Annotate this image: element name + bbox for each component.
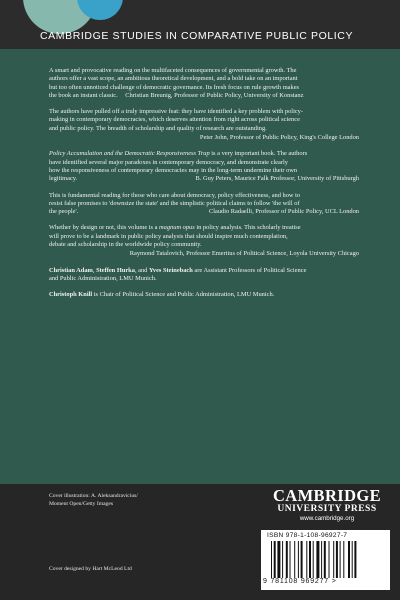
publisher-url: www.cambridge.org bbox=[299, 515, 355, 522]
review-radaelli: This is fundamental reading for those who care about democracy, policy effectiveness, and how to resist false promises to 'downsize the state' and the simplistic political claims to follow 'the will of the people'. Claudio Radaelli, Professor of Public Policy, UCL London bbox=[49, 191, 359, 216]
barcode-bar bbox=[336, 541, 338, 578]
designer-credit: Cover designed by Hart McLeod Ltd bbox=[49, 566, 132, 572]
barcode-bar bbox=[286, 541, 288, 578]
barcode-bar bbox=[282, 541, 283, 578]
publisher-sub: UNIVERSITY PRESS bbox=[277, 504, 377, 514]
book-title: Policy Accumulation and the Democratic Responsiveness Trap bbox=[49, 150, 210, 158]
publisher-name: CAMBRIDGE bbox=[272, 486, 382, 505]
review-attribution: Claudio Radaelli, Professor of Public Policy, UCL London bbox=[208, 208, 359, 216]
barcode-box bbox=[261, 530, 390, 590]
barcode-bar bbox=[321, 541, 322, 578]
barcode-bar bbox=[343, 541, 344, 578]
review-peters: Policy Accumulation and the Democratic Responsiveness Trap is a very important book. The authors have identified several major paradoxes in contemporary democracy, and demonstrate clearly how the responsiveness of contemporary democracies may in the long-term undermine their own legitimacy. B. Guy Peters, Maurice Falk Professor, University of Pittsburgh bbox=[49, 150, 359, 183]
review-attribution: Peter John, Professor of Public Policy, King's College London bbox=[199, 134, 359, 142]
authors-bio: Christian Adam, Steffen Hurka, and Yves Steinebach are Assistant Professors of Political Science and Public Administration, LMU Munich. bbox=[49, 266, 307, 282]
author-name: Yves Steinebach bbox=[148, 266, 193, 274]
barcode-bar bbox=[298, 541, 299, 578]
review-attribution: Christian Breunig, Professor of Public Policy, University of Konstanz bbox=[125, 91, 304, 99]
barcode-bar bbox=[313, 541, 314, 578]
barcode-bar bbox=[309, 541, 311, 578]
barcode-bar bbox=[271, 541, 272, 578]
barcode-bar bbox=[333, 541, 334, 578]
barcode-bar bbox=[354, 541, 356, 578]
author-name: Christoph Knill bbox=[49, 291, 93, 299]
barcode-bar bbox=[277, 541, 280, 578]
barcode-bar bbox=[306, 541, 307, 578]
author-name: Christian Adam bbox=[49, 266, 93, 274]
review-attribution: B. Guy Peters, Maurice Falk Professor, University of Pittsburgh bbox=[195, 175, 359, 183]
barcode-icon bbox=[271, 541, 381, 578]
author-name: Steffen Hurka bbox=[96, 266, 135, 274]
barcode-digits: 9 781108 969277 > bbox=[263, 578, 337, 585]
knill-bio: Christoph Knill is Chair of Political Science and Public Administration, LMU Munich. bbox=[49, 291, 275, 299]
series-title: CAMBRIDGE STUDIES IN COMPARATIVE PUBLIC POLICY bbox=[40, 30, 354, 42]
barcode-bar bbox=[329, 541, 330, 578]
cover-credit: Cover illustration: A. Aleksandravicius/ Moment Open/Getty Images bbox=[49, 493, 138, 507]
review-attribution: Raymond Tatalovich, Professor Emeritus of Political Science, Loyola University Chicago bbox=[129, 250, 359, 258]
isbn-label: ISBN 978-1-108-96927-7 bbox=[267, 532, 348, 539]
barcode-bar bbox=[316, 541, 319, 578]
barcode-bar bbox=[348, 541, 350, 578]
back-cover-text bbox=[49, 67, 359, 308]
barcode-bar bbox=[301, 541, 303, 578]
review-john: The authors have pulled off a truly impressive feat: they have identified a key problem with policy- making in contemporary democracies, which deserves attention from right across political science and public policy. The breadth of scholarship and quality of research are outstanding. Peter John, Professor of Public Policy, King's College London bbox=[49, 108, 359, 142]
barcode-bar bbox=[274, 541, 276, 578]
barcode-bar bbox=[352, 541, 353, 578]
review-tatalovich: Whether by design or not, this volume is a magnum opus in policy analysis. This scholarly treatise will prove to be a landmark in public policy analysis that should inspire much contemplation, debate and scholarship in the worldwide policy community. Raymond Tatalovich, Professor Emeritus of Political Science, Loyola University Chicago bbox=[49, 224, 359, 258]
series-header bbox=[0, 0, 400, 49]
barcode-bar bbox=[324, 541, 326, 578]
barcode-bar bbox=[340, 541, 341, 578]
barcode-bar bbox=[294, 541, 295, 578]
publisher-logo bbox=[263, 487, 391, 522]
review-breunig: A smart and provocative reading on the multifaceted consequences of governmental growth. The authors offer a vast scope, an ambitious theoretical development, and a bold take on an important but too often unnoticed challenge of democratic governance. Its fresh focus on rule growth makes the book an instant classic. Christian Breunig, Professor of Public Policy, University of Konstanz bbox=[49, 67, 304, 99]
barcode-bar bbox=[290, 541, 291, 578]
